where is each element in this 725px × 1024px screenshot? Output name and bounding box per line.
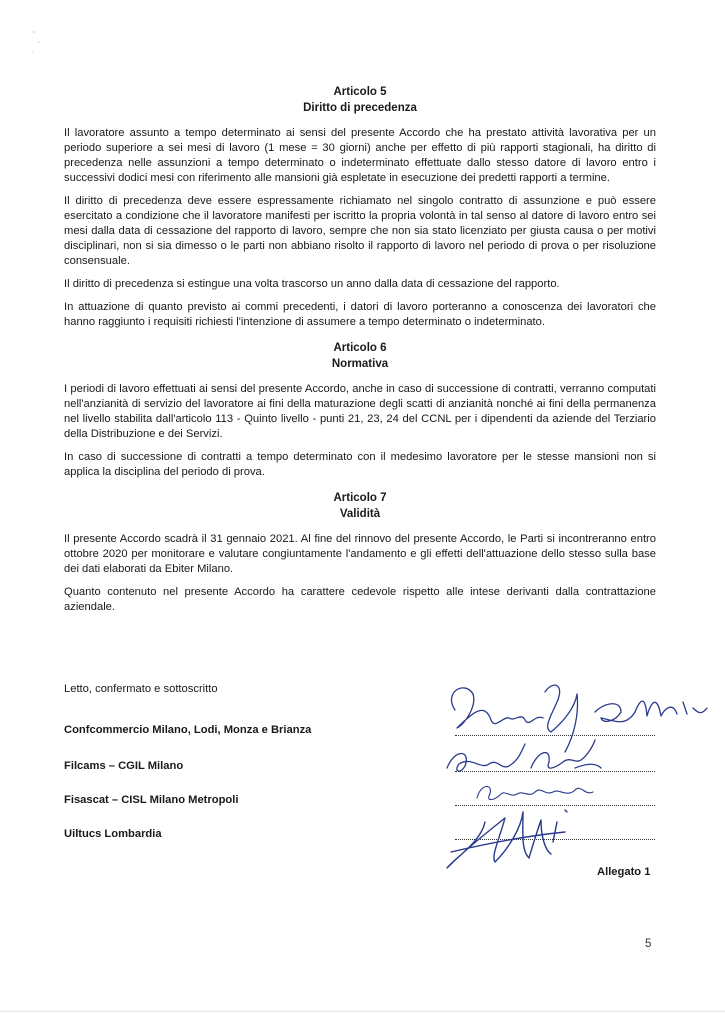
signature-4: [447, 810, 567, 868]
document-body: [64, 84, 656, 623]
signature-1: [451, 685, 707, 752]
party-name: Fisascat – CISL Milano Metropoli: [64, 794, 239, 806]
paragraph: Il diritto di precedenza si estingue una volta trascorso un anno dalla data di cessazione del rapporto.: [64, 278, 560, 290]
paragraph: Il presente Accordo scadrà il 31 gennaio 2021. Al fine del rinnovo del presente Accordo, le Parti si incontreranno entro ottobre 2020 per monitorare e valutare congiuntamente l'andamento e gli effetti dell'attuazione dello stesso sulla base dei dati elaborati da Ebiter Milano.: [64, 533, 656, 575]
party-name: Confcommercio Milano, Lodi, Monza e Brianza: [64, 724, 312, 736]
attachment-label: Allegato 1: [597, 866, 651, 878]
signature-intro: Letto, confermato e sottoscritto: [64, 683, 218, 695]
paragraph: I periodi di lavoro effettuati ai sensi del presente Accordo, anche in caso di successione di contratti, verranno computati nell'anzianità di servizio del lavoratore ai fini della maturazione degli scatti di anzianità nonché ai fini della permanenza nel livello stabilita dall'articolo 113 - Quinto livello - punti 21, 23, 24 del CCNL per i dipendenti da aziende del Terziario della Distribuzione e dei Servizi.: [64, 383, 656, 440]
paragraph: In caso di successione di contratti a tempo determinato con il medesimo lavoratore per le stesse mansioni non si applica la disciplina del periodo di prova.: [64, 451, 656, 478]
paragraph: Il diritto di precedenza deve essere espressamente richiamato nel singolo contratto di assunzione e può essere esercitato a condizione che il lavoratore manifesti per iscritto la propria volontà in tal senso al datore di lavoro entro sei mesi dalla data di cessazione del rapporto di lavoro, sempre che non sia stato licenziato per giusta causa o per motivi disciplinari, non si sia dimesso o le parti non abbiano risolto il rapporto di lavoro nel periodo di prova o per risoluzione consensuale.: [64, 195, 656, 267]
party-name: Filcams – CGIL Milano: [64, 760, 184, 772]
scan-speck-icon: [30, 28, 46, 58]
article-title: Normativa: [331, 358, 389, 370]
paragraph: Quanto contenuto nel presente Accordo ha carattere cedevole rispetto alle intese derivanti dalla contrattazione aziendale.: [64, 586, 656, 613]
article-title: Diritto di precedenza: [303, 102, 417, 114]
party-name: Uiltucs Lombardia: [64, 828, 162, 840]
page-number: 5: [645, 938, 652, 950]
article-number: Articolo 5: [333, 86, 387, 98]
article-number: Articolo 7: [333, 492, 387, 504]
paragraph: Il lavoratore assunto a tempo determinato ai sensi del presente Accordo che ha prestato attività lavorativa per un periodo superiore a sei mesi di lavoro (1 mese = 30 giorni) anche per effetto di più rapporti stagionali, ha diritto di precedenza nelle assunzioni a tempo determinato o indeterminato effettuate dallo stesso datore di lavoro entro i successivi dodici mesi con riferimento alle mansioni già espletate in esecuzione dei predetti rapporti a termine.: [64, 127, 656, 184]
article-title: Validità: [339, 508, 381, 520]
signature-2: [447, 740, 601, 771]
scan-edge-line: [0, 1011, 725, 1012]
signature-3: [477, 787, 593, 800]
article-number: Articolo 6: [333, 342, 387, 354]
article-5-heading: [64, 84, 656, 116]
handwritten-signatures: [425, 672, 715, 882]
article-7-heading: [64, 490, 656, 522]
paragraph: In attuazione di quanto previsto ai commi precedenti, i datori di lavoro porteranno a conoscenza dei lavoratori che hanno raggiunto i requisiti richiesti l'intenzione di assumere a tempo determinato o indeterminato.: [64, 301, 656, 328]
article-6-heading: [64, 340, 656, 372]
